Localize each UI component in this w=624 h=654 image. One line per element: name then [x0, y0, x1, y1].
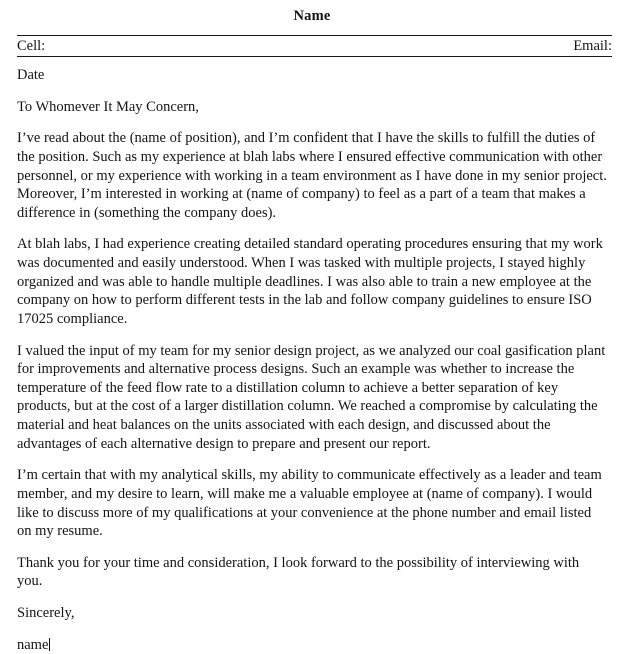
contact-row — [17, 36, 612, 57]
letter-body — [17, 66, 612, 654]
body-paragraph[interactable]: At blah labs, I had experience creating detailed standard operating procedures ensuring that my work was documented and easily understood. When I was tasked with multiple projects, I stayed highly organized and was able to handle multiple deadlines. I was also able to train a new employee at the company on how to perform different tests in the lab and follow company guidelines to ensure ISO 17025 compliance. — [17, 236, 603, 327]
salutation[interactable]: To Whomever It May Concern, — [17, 98, 199, 115]
date-line[interactable]: Date — [17, 67, 45, 84]
body-paragraph[interactable]: Thank you for your time and consideration, I look forward to the possibility of interviewing with you. — [17, 554, 580, 590]
signature-name: name — [17, 636, 49, 653]
email-label[interactable]: Email: — [573, 37, 612, 54]
body-paragraph[interactable]: I’ve read about the (name of position), and I’m confident that I have the skills to fulfill the duties of the position. Such as my experience at blah labs where I ensured effective communication with other personnel, or my experience with working in a team environment as I have done in my senior project. Moreover, I’m interested in working at (name of company) to feel as a part of a team that makes a difference in (something the company does). — [17, 130, 607, 221]
body-paragraph[interactable]: I valued the input of my team for my senior design project, as we analyzed our coal gasification plant for improvements and alternative process designs. Such an example was whether to increase the temperature of the feed flow rate to a distillation column to achieve a better separation of key products, but at the cost of a larger distillation column. We reached a compromise by calculating the material and heat balances on the units associated with each design, and discussed about the advantages of each alternative design to prepare and present our report. — [17, 342, 606, 452]
body-paragraph[interactable]: I’m certain that with my analytical skills, my ability to communicate effectively as a leader and team member, and my desire to learn, will make me a valuable employee at (name of company). I would like to discuss more of my qualifications at your convenience at the phone number and email listed on my resume. — [17, 467, 602, 540]
cell-label[interactable]: Cell: — [17, 37, 46, 54]
signature-line[interactable] — [17, 636, 607, 654]
page-title: Name — [293, 8, 331, 24]
closing-line[interactable]: Sincerely, — [17, 605, 75, 622]
header-rule-bottom — [17, 56, 612, 57]
text-caret — [49, 638, 50, 651]
